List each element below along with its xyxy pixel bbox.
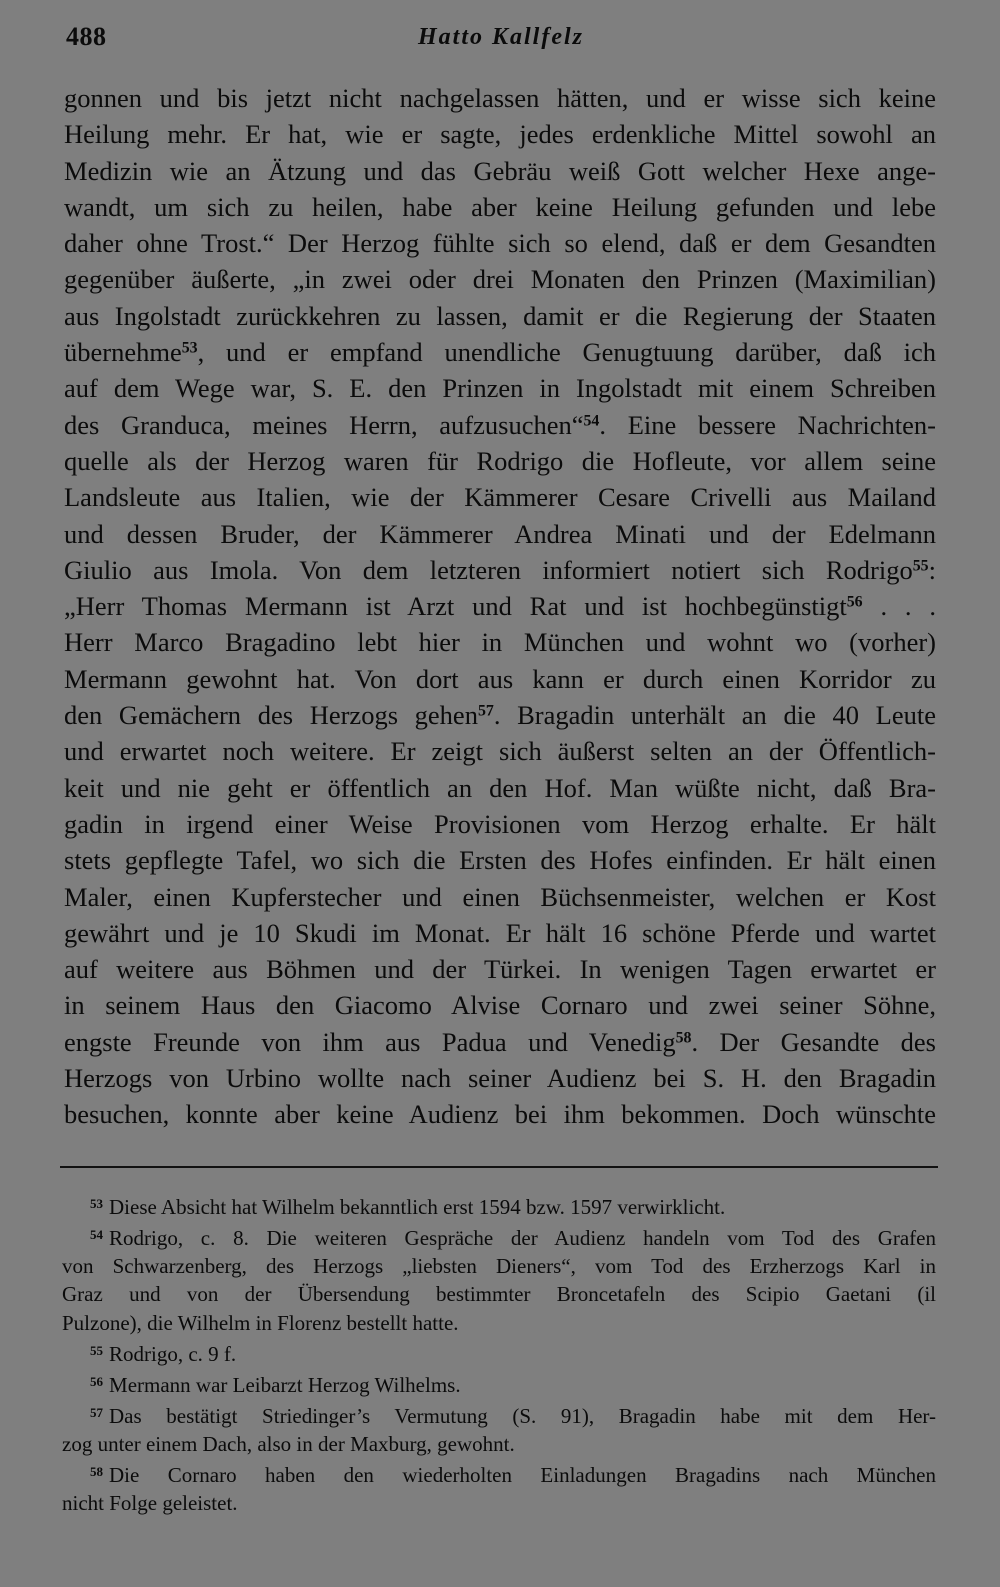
footnote-text: von Schwarzenberg, des Herzogs „liebsten Dieners“, vom Tod des Erzherzogs Karl in: [62, 1254, 936, 1279]
text-line: [64, 1024, 936, 1060]
text-line: und erwartet noch weitere. Er zeigt sich äußerst selten an der Öffentlich-: [64, 736, 936, 767]
footnote-number: 56: [90, 1373, 104, 1389]
footnote-line: [62, 1368, 936, 1399]
text-fragment: engste Freunde von ihm aus Padua und Venedig: [64, 1026, 676, 1057]
footnotes-section: [62, 1190, 936, 1517]
footnote-line: [62, 1430, 936, 1458]
text-fragment: „Herr Thomas Mermann ist Arzt und Rat und ist hochbegünstigt: [64, 591, 847, 622]
text-line: Mermann gewohnt hat. Von dort aus kann er durch einen Korridor zu: [64, 663, 936, 694]
text-line: [64, 407, 936, 443]
footnote-number: 57: [90, 1404, 104, 1420]
footnote-line: [62, 1280, 936, 1308]
footnote-text: Das bestätigt Striedinger’s Vermutung (S. 91), Bragadin habe mit dem Her-: [109, 1403, 936, 1428]
text-fragment: den Gemächern des Herzogs gehen: [64, 700, 478, 731]
footnote: [62, 1337, 936, 1368]
footnote-text: Diese Absicht hat Wilhelm bekanntlich erst 1594 bzw. 1597 verwirklicht.: [109, 1194, 726, 1219]
text-line: Heilung mehr. Er hat, wie er sagte, jedes erdenkliche Mittel sowohl an: [64, 119, 936, 150]
text-line: gonnen und bis jetzt nicht nachgelassen hätten, und er wisse sich keine: [64, 83, 936, 113]
footnote: [62, 1399, 936, 1458]
footnote-line: [62, 1337, 936, 1368]
footnote: [62, 1190, 936, 1221]
footnote-line: [62, 1190, 936, 1221]
footnote-number: 54: [90, 1227, 104, 1243]
footnote-text: Graz und von der Übersendung bestimmter Broncetafeln des Scipio Gaetani (il: [62, 1282, 936, 1307]
footnote-line: [62, 1399, 936, 1430]
text-fragment: . Der Gesandte des: [691, 1026, 936, 1057]
footnote: [62, 1368, 936, 1399]
footnote-text: zog unter einem Dach, also in der Maxburg, gewohnt.: [62, 1431, 515, 1456]
text-line: [64, 552, 936, 588]
footnote-line: [62, 1489, 936, 1517]
text-line: daher ohne Trost.“ Der Herzog fühlte sich so elend, daß er dem Gesandten: [64, 228, 936, 259]
text-line: Landsleute aus Italien, wie der Kämmerer Cesare Crivelli aus Mailand: [64, 482, 936, 513]
text-line: und dessen Bruder, der Kämmerer Andrea Minati und der Edelmann: [64, 518, 936, 549]
page-header: [66, 22, 936, 62]
text-line: [64, 588, 936, 624]
text-line: [64, 334, 936, 370]
text-fragment: . Eine bessere Nachrichten-: [599, 409, 936, 440]
text-line: gegenüber äußerte, „in zwei oder drei Monaten den Prinzen (Maximilian): [64, 264, 936, 295]
text-fragment: des Granduca, meines Herrn, aufzusuchen“: [64, 409, 584, 440]
text-line: auf dem Wege war, S. E. den Prinzen in Ingolstadt mit einem Schreiben: [64, 373, 936, 404]
text-line: wandt, um sich zu heilen, habe aber keine Heilung gefunden und lebe: [64, 191, 936, 222]
footnote-text: Rodrigo, c. 9 f.: [109, 1341, 237, 1366]
page-number: 488: [66, 22, 107, 51]
text-fragment: . Bragadin unterhält an die 40 Leute: [493, 700, 936, 731]
text-fragment: , und er empfand unendliche Genugtuung darüber, daß ich: [197, 337, 936, 368]
text-line: keit und nie geht er öffentlich an den Hof. Man wüßte nicht, daß Bra-: [64, 772, 936, 803]
text-line: gewährt und je 10 Skudi im Monat. Er hält 16 schöne Pferde und wartet: [64, 917, 936, 948]
text-line: quelle als der Herzog waren für Rodrigo die Hofleute, vor allem seine: [64, 445, 936, 476]
text-line: besuchen, konnte aber keine Audienz bei ihm bekommen. Doch wünschte: [64, 1099, 936, 1130]
text-fragment: Giulio aus Imola. Von dem letzteren informiert notiert sich Rodrigo: [64, 554, 913, 585]
footnote-reference[interactable]: 54: [583, 411, 600, 429]
footnote-line: [62, 1458, 936, 1489]
body-paragraph: [64, 80, 936, 1133]
footnote-number: 55: [90, 1342, 104, 1358]
text-fragment: . . .: [862, 591, 937, 622]
text-line: Maler, einen Kupferstecher und einen Büchsenmeister, welchen er Kost: [64, 881, 936, 912]
footnote: [62, 1221, 936, 1337]
footnote-text: Pulzone), die Wilhelm in Florenz bestellt hatte.: [62, 1310, 459, 1335]
text-line: stets gepflegte Tafel, wo sich die Ersten des Hofes einfinden. Er hält einen: [64, 845, 936, 876]
footnote-line: [62, 1221, 936, 1252]
running-head: Hatto Kallfelz: [418, 24, 584, 50]
text-line: Medizin wie an Ätzung und das Gebräu weiß Gott welcher Hexe ange-: [64, 155, 936, 186]
footnote-number: 58: [90, 1464, 104, 1480]
text-fragment: :: [928, 554, 936, 585]
footnote-text: Rodrigo, c. 8. Die weiteren Gespräche der Audienz handeln vom Tod des Grafen: [109, 1225, 936, 1250]
footnote-reference[interactable]: 55: [912, 557, 929, 575]
text-fragment: übernehme: [64, 337, 182, 368]
text-line: aus Ingolstadt zurückkehren zu lassen, damit er die Regierung der Staaten: [64, 300, 936, 331]
footnote-reference[interactable]: 56: [846, 593, 863, 611]
footnote-number: 53: [90, 1196, 104, 1211]
footnote-reference[interactable]: 53: [181, 339, 198, 357]
footnote-text: nicht Folge geleistet.: [62, 1491, 238, 1516]
footnote-reference[interactable]: 58: [675, 1028, 692, 1046]
footnote-reference[interactable]: 57: [477, 702, 494, 720]
text-line: in seinem Haus den Giacomo Alvise Cornaro und zwei seiner Söhne,: [64, 990, 936, 1021]
text-line: [64, 697, 936, 733]
footnote-line: [62, 1252, 936, 1280]
footnote-line: [62, 1309, 936, 1337]
footnote: [62, 1458, 936, 1517]
text-line: Herzogs von Urbino wollte nach seiner Audienz bei S. H. den Bragadin: [64, 1063, 936, 1094]
text-line: Herr Marco Bragadino lebt hier in München und wohnt wo (vorher): [64, 627, 936, 658]
text-line: auf weitere aus Böhmen und der Türkei. In wenigen Tagen erwartet er: [64, 954, 936, 985]
text-line: gadin in irgend einer Weise Provisionen vom Herzog erhalte. Er hält: [64, 808, 936, 839]
footnote-text: Die Cornaro haben den wiederholten Einladungen Bragadins nach München: [109, 1462, 936, 1487]
footnote-separator: [60, 1166, 938, 1168]
footnote-text: Mermann war Leibarzt Herzog Wilhelms.: [109, 1372, 461, 1397]
